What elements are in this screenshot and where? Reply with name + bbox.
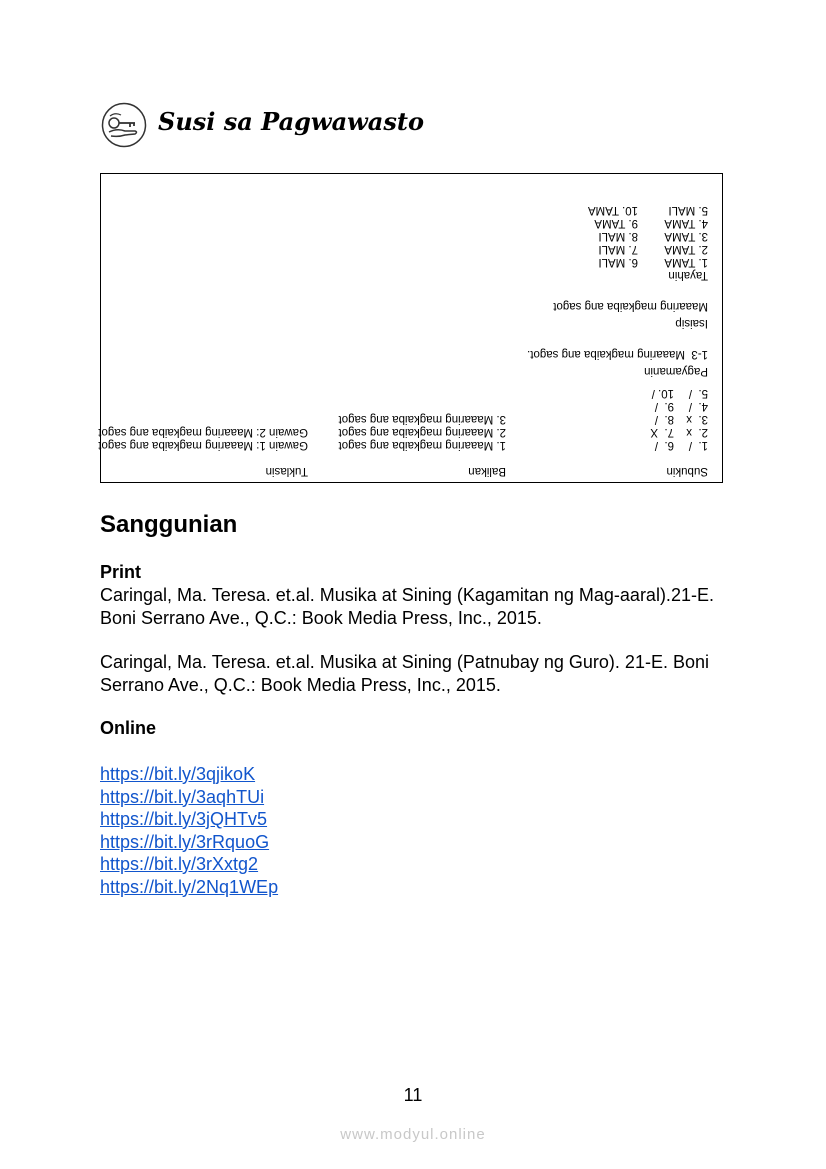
tuklasin-item: Gawain 1: Maaaring magkaiba ang sagot <box>98 439 308 451</box>
balikan-item: 3. Maaaring magkaiba ang sagot <box>338 413 506 425</box>
subukin-label: Subukin <box>666 465 708 477</box>
tuklasin-item: Gawain 2: Maaaring magkaiba ang sagot <box>98 426 308 438</box>
subukin-row: 1. /6. / <box>654 439 708 451</box>
reference-link[interactable]: https://bit.ly/3jQHTv5 <box>100 809 268 829</box>
reference-link[interactable]: https://bit.ly/2Nq1WEp <box>100 876 279 897</box>
subukin-row: 5. /10. / <box>651 387 708 399</box>
tayahin-row: 4. TAMA9. TAMA <box>594 217 708 229</box>
tayahin-label: Tayahin <box>668 269 708 281</box>
tayahin-row: 2. TAMA7. MALI <box>598 243 708 255</box>
balikan-label: Balikan <box>468 465 506 477</box>
online-heading: Online <box>100 718 157 738</box>
subukin-column <box>650 386 708 477</box>
pagyamanin-answer: 1-3 Maaaring magkaiba ang sagot. <box>527 348 708 360</box>
tayahin-row: 1. TAMA6. MALI <box>598 256 708 268</box>
tayahin-section <box>588 203 708 281</box>
tayahin-row: 3. TAMA8. MALI <box>598 230 708 242</box>
reference-link[interactable]: https://bit.ly/3rRquoG <box>100 831 270 852</box>
pagyamanin-label: Pagyamanin <box>644 365 708 377</box>
balikan-item: 1. Maaaring magkaiba ang sagot <box>338 439 506 451</box>
tuklasin-column <box>98 425 308 477</box>
pagyamanin-section <box>527 347 708 377</box>
print-reference: Caringal, Ma. Teresa. et.al. Musika at Sining (Kagamitan ng Mag-aaral).21-E. Boni Serrano Ave., Q.C.: Book Media Press, Inc., 2015. <box>100 585 714 628</box>
answer-key-flipped-content <box>98 174 722 482</box>
watermark: www.modyul.online <box>340 1126 486 1143</box>
subukin-row: 2. x7. X <box>650 426 708 438</box>
isaisip-label: Isaisip <box>675 317 708 329</box>
references-heading: Sanggunian <box>100 511 238 538</box>
tayahin-row: 5. MALI10. TAMA <box>587 204 708 216</box>
reference-link[interactable]: https://bit.ly/3rXxtg2 <box>100 854 259 874</box>
reference-link[interactable]: https://bit.ly/3qjikoK <box>100 764 256 784</box>
print-reference: Caringal, Ma. Teresa. et.al. Musika at Sining (Patnubay ng Guro). 21-E. Boni Serrano Ave., Q.C.: Book Media Press, Inc., 2015. <box>100 652 709 695</box>
print-heading: Print <box>100 562 142 582</box>
page-number: 11 <box>403 1085 423 1105</box>
reference-link[interactable]: https://bit.ly/3aqhTUi <box>100 786 265 807</box>
isaisip-answer: Maaaring magkaiba ang sagot <box>553 300 708 312</box>
subukin-row: 4. /9. / <box>654 400 708 412</box>
balikan-column <box>339 412 507 477</box>
online-links-list <box>100 763 278 898</box>
answer-key-box <box>100 173 723 483</box>
key-in-hand-icon <box>101 102 147 148</box>
balikan-item: 2. Maaaring magkaiba ang sagot <box>338 426 506 438</box>
tuklasin-label: Tuklasin <box>265 465 308 477</box>
subukin-row: 3. x8. / <box>654 413 708 425</box>
isaisip-section <box>553 299 708 329</box>
page-title: Susi sa Pagwawasto <box>158 107 424 136</box>
